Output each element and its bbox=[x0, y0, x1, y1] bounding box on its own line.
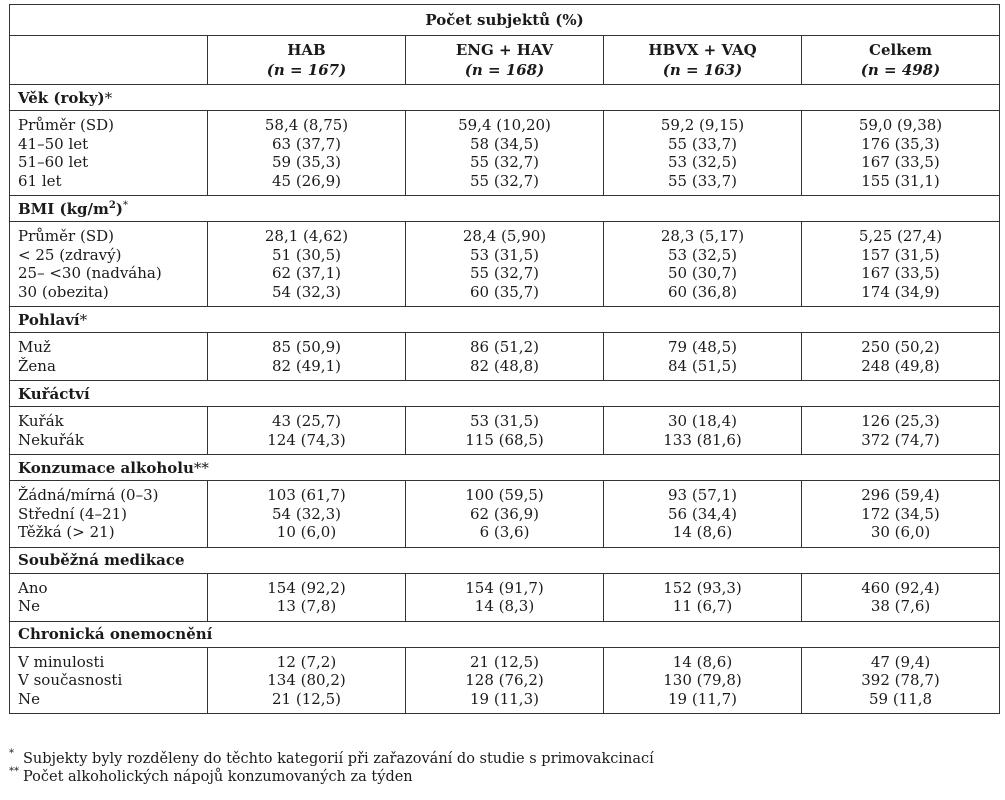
table-cell: 59,0 (9,38) bbox=[802, 111, 1000, 135]
section-footnote-marker: * bbox=[122, 199, 128, 211]
row-label: 41–50 let bbox=[10, 135, 208, 154]
table-cell: 60 (36,8) bbox=[604, 283, 802, 307]
table-cell: 28,4 (5,90) bbox=[406, 222, 604, 246]
section-title bbox=[10, 196, 1000, 222]
table-cell: 128 (76,2) bbox=[406, 671, 604, 690]
row-label: Ano bbox=[10, 573, 208, 597]
table-cell: 55 (32,7) bbox=[406, 172, 604, 196]
row-label: Průměr (SD) bbox=[10, 111, 208, 135]
section-header-row bbox=[10, 381, 1000, 407]
footnote bbox=[9, 768, 654, 786]
table-cell: 85 (50,9) bbox=[208, 333, 406, 357]
column-name: HAB bbox=[287, 41, 326, 59]
table-row bbox=[10, 505, 1000, 524]
row-label: Muž bbox=[10, 333, 208, 357]
section-title bbox=[10, 621, 1000, 647]
column-name: ENG + HAV bbox=[455, 41, 554, 59]
row-label: Žádná/mírná (0–3) bbox=[10, 481, 208, 505]
table-cell: 133 (81,6) bbox=[604, 431, 802, 455]
table-cell: 19 (11,3) bbox=[406, 690, 604, 714]
table-cell: 82 (48,8) bbox=[406, 357, 604, 381]
section-title-text: Chronická onemocnění bbox=[18, 625, 213, 643]
footnote-mark: ** bbox=[9, 766, 19, 777]
table-cell: 59 (35,3) bbox=[208, 153, 406, 172]
table-row bbox=[10, 333, 1000, 357]
section-title-text: Pohlaví bbox=[18, 310, 80, 329]
table-cell: 43 (25,7) bbox=[208, 407, 406, 431]
table-cell: 53 (31,5) bbox=[406, 246, 604, 265]
table-cell: 28,1 (4,62) bbox=[208, 222, 406, 246]
row-label: Střední (4–21) bbox=[10, 505, 208, 524]
table-cell: 82 (49,1) bbox=[208, 357, 406, 381]
table-cell: 157 (31,5) bbox=[802, 246, 1000, 265]
table-cell: 14 (8,6) bbox=[604, 647, 802, 671]
row-label: V současnosti bbox=[10, 671, 208, 690]
table-cell: 38 (7,6) bbox=[802, 597, 1000, 621]
table-cell: 126 (25,3) bbox=[802, 407, 1000, 431]
section-title-end: ) bbox=[115, 199, 123, 218]
table-cell: 152 (93,3) bbox=[604, 573, 802, 597]
demographics-table bbox=[9, 4, 1000, 714]
table-cell: 62 (37,1) bbox=[208, 264, 406, 283]
row-label: Ne bbox=[10, 597, 208, 621]
section-title bbox=[10, 455, 1000, 481]
section-header-row bbox=[10, 455, 1000, 481]
table-cell: 14 (8,3) bbox=[406, 597, 604, 621]
table-title: Počet subjektů (%) bbox=[10, 5, 1000, 36]
table-cell: 10 (6,0) bbox=[208, 523, 406, 547]
row-label: Průměr (SD) bbox=[10, 222, 208, 246]
table-cell: 55 (32,7) bbox=[406, 153, 604, 172]
column-n: (n = 163) bbox=[662, 61, 743, 79]
table-cell: 100 (59,5) bbox=[406, 481, 604, 505]
section-footnote-marker: * bbox=[104, 88, 113, 107]
table-row bbox=[10, 172, 1000, 196]
row-label: Ne bbox=[10, 690, 208, 714]
table-cell: 59,4 (10,20) bbox=[406, 111, 604, 135]
table-row bbox=[10, 111, 1000, 135]
table-cell: 45 (26,9) bbox=[208, 172, 406, 196]
table-row bbox=[10, 573, 1000, 597]
table-cell: 51 (30,5) bbox=[208, 246, 406, 265]
table-row bbox=[10, 523, 1000, 547]
section-title bbox=[10, 381, 1000, 407]
table-cell: 372 (74,7) bbox=[802, 431, 1000, 455]
column-header-row bbox=[10, 36, 1000, 85]
table-cell: 53 (32,5) bbox=[604, 153, 802, 172]
table-cell: 55 (33,7) bbox=[604, 172, 802, 196]
column-n: (n = 167) bbox=[266, 61, 347, 79]
table-cell: 55 (32,7) bbox=[406, 264, 604, 283]
table-cell: 11 (6,7) bbox=[604, 597, 802, 621]
table-title-row bbox=[10, 5, 1000, 36]
table-row bbox=[10, 357, 1000, 381]
section-title-text: Kuřáctví bbox=[18, 384, 90, 403]
row-label: < 25 (zdravý) bbox=[10, 246, 208, 265]
table-body bbox=[10, 85, 1000, 714]
table-row bbox=[10, 597, 1000, 621]
table-cell: 60 (35,7) bbox=[406, 283, 604, 307]
column-n: (n = 498) bbox=[860, 61, 941, 79]
row-label: Žena bbox=[10, 357, 208, 381]
table-cell: 6 (3,6) bbox=[406, 523, 604, 547]
table-cell: 115 (68,5) bbox=[406, 431, 604, 455]
table-row bbox=[10, 431, 1000, 455]
section-header-row bbox=[10, 307, 1000, 333]
column-header bbox=[604, 36, 802, 85]
table-cell: 79 (48,5) bbox=[604, 333, 802, 357]
table-cell: 167 (33,5) bbox=[802, 153, 1000, 172]
table-cell: 154 (92,2) bbox=[208, 573, 406, 597]
table-cell: 30 (6,0) bbox=[802, 523, 1000, 547]
table-row bbox=[10, 407, 1000, 431]
table-cell: 54 (32,3) bbox=[208, 505, 406, 524]
table-row bbox=[10, 283, 1000, 307]
table-cell: 5,25 (27,4) bbox=[802, 222, 1000, 246]
table-row bbox=[10, 135, 1000, 154]
table-cell: 53 (31,5) bbox=[406, 407, 604, 431]
table-cell: 12 (7,2) bbox=[208, 647, 406, 671]
column-name: Celkem bbox=[869, 41, 933, 59]
table-cell: 296 (59,4) bbox=[802, 481, 1000, 505]
section-title-text: Souběžná medikace bbox=[18, 551, 185, 569]
footnote-mark: * bbox=[9, 748, 14, 759]
column-name: HBVX + VAQ bbox=[648, 41, 757, 59]
section-title-text: Věk (roky) bbox=[18, 88, 105, 107]
table-cell: 174 (34,9) bbox=[802, 283, 1000, 307]
row-label: Kuřák bbox=[10, 407, 208, 431]
table-row bbox=[10, 690, 1000, 714]
section-title-text: Konzumace alkoholu bbox=[18, 458, 194, 477]
row-label: Těžká (> 21) bbox=[10, 523, 208, 547]
footnote-text: Počet alkoholických nápojů konzumovaných za týden bbox=[23, 769, 413, 785]
column-header bbox=[802, 36, 1000, 85]
column-header bbox=[208, 36, 406, 85]
section-title-superscript: 2 bbox=[108, 199, 116, 211]
table-cell: 84 (51,5) bbox=[604, 357, 802, 381]
table-cell: 172 (34,5) bbox=[802, 505, 1000, 524]
table-cell: 59 (11,8 bbox=[802, 690, 1000, 714]
table-cell: 53 (32,5) bbox=[604, 246, 802, 265]
table-cell: 58 (34,5) bbox=[406, 135, 604, 154]
table-cell: 21 (12,5) bbox=[208, 690, 406, 714]
table-cell: 50 (30,7) bbox=[604, 264, 802, 283]
row-label: V minulosti bbox=[10, 647, 208, 671]
table-cell: 176 (35,3) bbox=[802, 135, 1000, 154]
section-title bbox=[10, 85, 1000, 111]
table-cell: 86 (51,2) bbox=[406, 333, 604, 357]
table-cell: 58,4 (8,75) bbox=[208, 111, 406, 135]
table-cell: 130 (79,8) bbox=[604, 671, 802, 690]
section-header-row bbox=[10, 85, 1000, 111]
table-cell: 248 (49,8) bbox=[802, 357, 1000, 381]
section-footnote-marker: ** bbox=[193, 458, 209, 477]
table-cell: 103 (61,7) bbox=[208, 481, 406, 505]
table-row bbox=[10, 264, 1000, 283]
table-cell: 21 (12,5) bbox=[406, 647, 604, 671]
section-footnote-marker: * bbox=[79, 310, 88, 329]
column-n: (n = 168) bbox=[464, 61, 545, 79]
table-cell: 56 (34,4) bbox=[604, 505, 802, 524]
header-empty bbox=[10, 36, 208, 85]
table-cell: 13 (7,8) bbox=[208, 597, 406, 621]
table-cell: 19 (11,7) bbox=[604, 690, 802, 714]
table-cell: 167 (33,5) bbox=[802, 264, 1000, 283]
table-cell: 30 (18,4) bbox=[604, 407, 802, 431]
table-cell: 134 (80,2) bbox=[208, 671, 406, 690]
section-title bbox=[10, 547, 1000, 573]
table-row bbox=[10, 481, 1000, 505]
row-label: 61 let bbox=[10, 172, 208, 196]
table-cell: 124 (74,3) bbox=[208, 431, 406, 455]
table-row bbox=[10, 671, 1000, 690]
table-cell: 93 (57,1) bbox=[604, 481, 802, 505]
section-title-text: BMI (kg/m bbox=[18, 199, 109, 218]
table-cell: 28,3 (5,17) bbox=[604, 222, 802, 246]
row-label: 51–60 let bbox=[10, 153, 208, 172]
table-cell: 14 (8,6) bbox=[604, 523, 802, 547]
table-cell: 460 (92,4) bbox=[802, 573, 1000, 597]
table-cell: 392 (78,7) bbox=[802, 671, 1000, 690]
table-row bbox=[10, 647, 1000, 671]
table-cell: 54 (32,3) bbox=[208, 283, 406, 307]
footnote-text: Subjekty byly rozděleny do těchto kategorií při zařazování do studie s primovakcinací bbox=[23, 751, 654, 767]
table-row bbox=[10, 153, 1000, 172]
table-cell: 63 (37,7) bbox=[208, 135, 406, 154]
table-cell: 55 (33,7) bbox=[604, 135, 802, 154]
section-title bbox=[10, 307, 1000, 333]
row-label: Nekuřák bbox=[10, 431, 208, 455]
table-row bbox=[10, 246, 1000, 265]
table-cell: 155 (31,1) bbox=[802, 172, 1000, 196]
table-row bbox=[10, 222, 1000, 246]
table-cell: 47 (9,4) bbox=[802, 647, 1000, 671]
table-cell: 59,2 (9,15) bbox=[604, 111, 802, 135]
section-header-row bbox=[10, 621, 1000, 647]
table-cell: 250 (50,2) bbox=[802, 333, 1000, 357]
section-header-row bbox=[10, 196, 1000, 222]
table-cell: 62 (36,9) bbox=[406, 505, 604, 524]
table-cell: 154 (91,7) bbox=[406, 573, 604, 597]
row-label: 30 (obezita) bbox=[10, 283, 208, 307]
footnotes bbox=[9, 750, 654, 786]
section-header-row bbox=[10, 547, 1000, 573]
row-label: 25– <30 (nadváha) bbox=[10, 264, 208, 283]
footnote bbox=[9, 750, 654, 768]
column-header bbox=[406, 36, 604, 85]
demographics-table-container bbox=[9, 4, 999, 714]
